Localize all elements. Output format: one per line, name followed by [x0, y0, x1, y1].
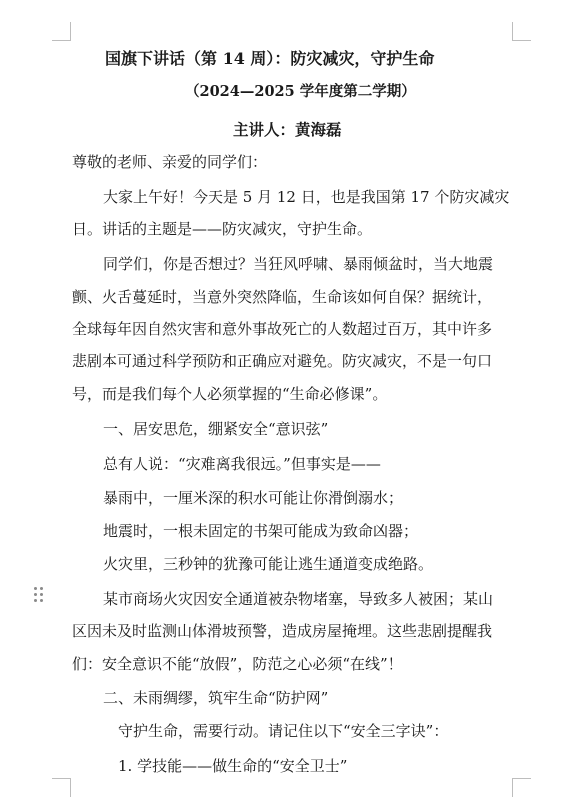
document-title: 国旗下讲话（第 14 周）：防灾减灾，守护生命 — [105, 49, 435, 68]
list-item: 1. 学技能——做生命的“安全卫士” — [118, 757, 348, 775]
paragraph-line: 区因未及时监测山体滑坡预警，造成房屋掩埋。这些悲剧提醒我 — [72, 622, 493, 640]
drag-handle-icon[interactable] — [34, 587, 44, 603]
paragraph-line: 大家上午好！今天是 5 月 12 日，也是我国第 17 个防灾减灾 — [103, 188, 510, 206]
paragraph-line: 火灾里，三秒钟的犹豫可能让逃生通道变成绝路。 — [103, 555, 434, 573]
document-speaker: 主讲人：黄海磊 — [233, 120, 342, 139]
paragraph-line: 全球每年因自然灾害和意外事故死亡的人数超过百万，其中许多 — [72, 320, 493, 338]
page-corner-mark-top-left — [52, 22, 71, 41]
document-term: （2024—2025 学年度第二学期） — [185, 83, 416, 100]
paragraph-line: 守护生命，需要行动。请记住以下“安全三字诀”： — [118, 722, 449, 740]
paragraph-line: 日。讲话的主题是——防灾减灾，守护生命。 — [72, 220, 373, 238]
section-heading: 二、未雨绸缪，筑牢生命“防护网” — [103, 689, 329, 707]
paragraph-line: 颤、火舌蔓延时，当意外突然降临，生命该如何自保？据统计， — [72, 288, 493, 306]
page-corner-mark-bottom-left — [52, 778, 71, 797]
paragraph-line: 同学们，你是否想过？当狂风呼啸、暴雨倾盆时，当大地震 — [103, 255, 494, 273]
page-corner-mark-bottom-right — [512, 778, 531, 797]
paragraph-line: 地震时，一根未固定的书架可能成为致命凶器； — [103, 522, 419, 540]
paragraph-line: 某市商场火灾因安全通道被杂物堵塞，导致多人被困；某山 — [103, 590, 494, 608]
paragraph-line: 号，而是我们每个人必须掌握的“生命必修课”。 — [72, 385, 388, 403]
paragraph-line: 们：安全意识不能“放假”，防范之心必须“在线”！ — [72, 655, 403, 673]
paragraph-line: 悲剧本可通过科学预防和正确应对避免。防灾减灾，不是一句口 — [72, 352, 493, 370]
section-heading: 一、居安思危，绷紧安全“意识弦” — [103, 420, 329, 438]
paragraph-line: 暴雨中，一厘米深的积水可能让你滑倒溺水； — [103, 489, 404, 507]
paragraph-line: 尊敬的老师、亲爱的同学们： — [72, 153, 268, 171]
page-corner-mark-top-right — [512, 22, 531, 41]
paragraph-line: 总有人说：“灾难离我很远。”但事实是—— — [103, 455, 381, 473]
